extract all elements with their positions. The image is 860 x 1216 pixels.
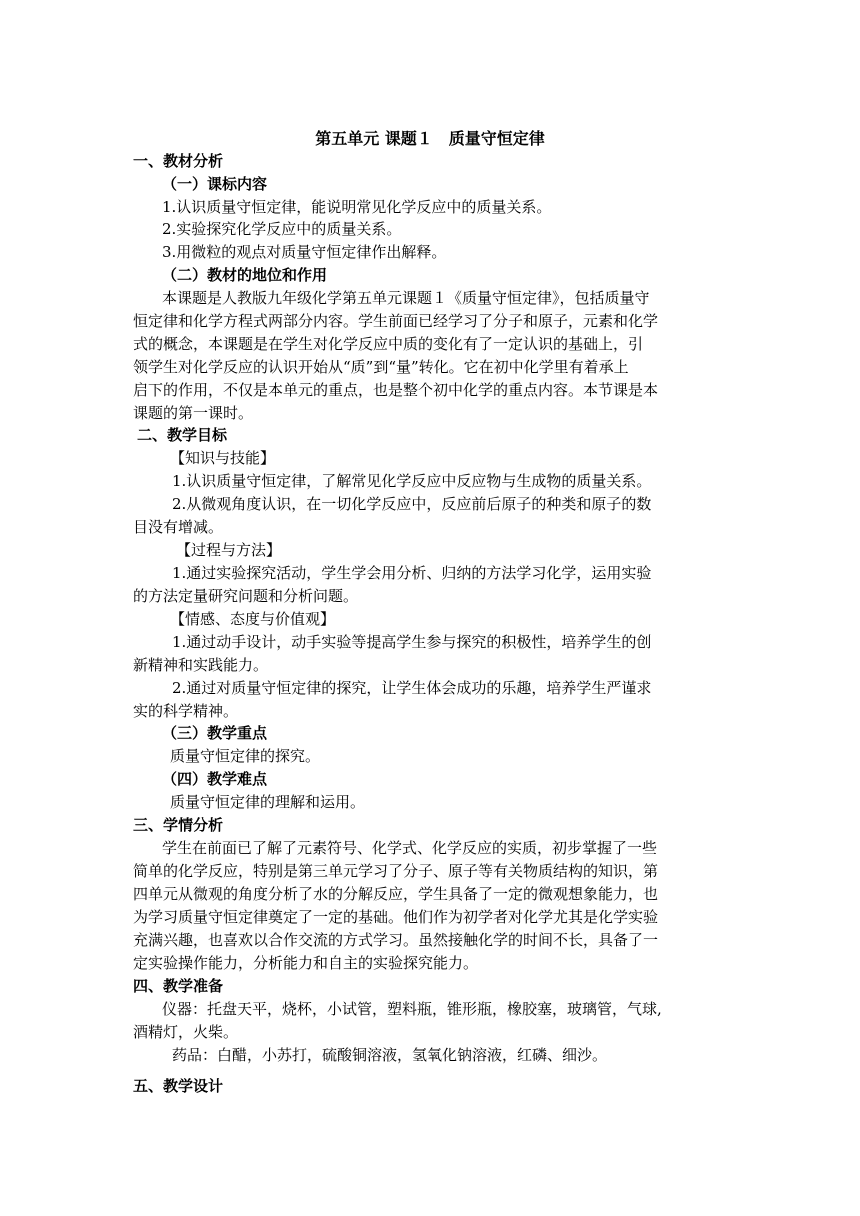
emotion-heading: 【情感、态度与价值观】 [170, 610, 336, 628]
section-1-heading: 一、教材分析 [133, 152, 224, 170]
curriculum-item: 2.实验探究化学反应中的质量关系。 [162, 220, 402, 238]
paragraph-line: 课题的第一课时。 [133, 404, 254, 422]
paragraph-line: 定实验操作能力，分析能力和自主的实验探究能力。 [133, 954, 479, 972]
objective-line: 2.从微观角度认识，在一切化学反应中，反应前后原子的种类和原子的数 [172, 495, 652, 513]
subsection-role-heading: （二）教材的地位和作用 [162, 266, 328, 284]
paragraph-line: 学生在前面已了解了元素符号、化学式、化学反应的实质，初步掌握了一些 [162, 839, 658, 857]
paragraph-line: 式的概念，本课题是在学生对化学反应中质的变化有了一定认识的基础上，引 [133, 335, 644, 353]
document-title: 第五单元 课题１ 质量守恒定律 [315, 129, 545, 148]
paragraph-line: 四单元从微观的角度分析了水的分解反应，学生具备了一定的微观想象能力，也 [133, 885, 659, 903]
instruments-line: 酒精灯，火柴。 [133, 1023, 239, 1041]
paragraph-line: 为学习质量守恒定律奠定了一定的基础。他们作为初学者对化学尤其是化学实验 [133, 908, 659, 926]
paragraph-line: 本课题是人教版九年级化学第五单元课题１《质量守恒定律》，包括质量守 [162, 289, 650, 307]
curriculum-item: 1.认识质量守恒定律，能说明常见化学反应中的质量关系。 [162, 198, 552, 216]
instruments-line: 仪器：托盘天平，烧杯，小试管，塑料瓶，锥形瓶，橡胶塞，玻璃管，气球, [162, 1000, 662, 1018]
paragraph-line: 简单的化学反应，特别是第三单元学习了分子、原子等有关物质结构的知识，第 [133, 862, 659, 880]
objective-line: 新精神和实践能力。 [133, 656, 269, 674]
objective-line: 2.通过对质量守恒定律的探究，让学生体会成功的乐趣，培养学生严谨求 [172, 679, 652, 697]
section-2-heading: 二、教学目标 [137, 426, 228, 444]
objective-line: 1.通过动手设计，动手实验等提高学生参与探究的积极性，培养学生的创 [172, 633, 652, 651]
section-4-heading: 四、教学准备 [133, 977, 224, 995]
knowledge-heading: 【知识与技能】 [170, 449, 276, 467]
paragraph-line: 启下的作用，不仅是本单元的重点，也是整个初中化学的重点内容。本节课是本 [133, 381, 659, 399]
key-point-text: 质量守恒定律的探究。 [170, 747, 321, 765]
key-point-heading: （三）教学重点 [162, 724, 268, 742]
section-5-heading: 五、教学设计 [133, 1077, 224, 1095]
reagents-line: 药品：白醋，小苏打，硫酸铜溶液，氢氧化钠溶液，红磷、细沙。 [172, 1046, 608, 1064]
subsection-curriculum-heading: （一）课标内容 [162, 175, 268, 193]
paragraph-line: 充满兴趣，也喜欢以合作交流的方式学习。虽然接触化学的时间不长，具备了一 [133, 931, 659, 949]
section-3-heading: 三、学情分析 [133, 816, 224, 834]
objective-line: 1.通过实验探究活动，学生学会用分析、归纳的方法学习化学，运用实验 [172, 564, 652, 582]
process-heading: 【过程与方法】 [176, 541, 282, 559]
difficulty-text: 质量守恒定律的理解和运用。 [170, 793, 366, 811]
paragraph-line: 领学生对化学反应的认识开始从“质”到“量”转化。它在初中化学里有着承上 [133, 358, 629, 376]
paragraph-line: 恒定律和化学方程式两部分内容。学生前面已经学习了分子和原子，元素和化学 [133, 312, 659, 330]
difficulty-heading: （四）教学难点 [162, 770, 268, 788]
objective-line: 1.认识质量守恒定律，了解常见化学反应中反应物与生成物的质量关系。 [172, 472, 652, 490]
objective-line: 的方法定量研究问题和分析问题。 [133, 587, 359, 605]
curriculum-item: 3.用微粒的观点对质量守恒定律作出解释。 [162, 243, 447, 261]
objective-line: 目没有增减。 [133, 518, 224, 536]
objective-line: 实的科学精神。 [133, 702, 239, 720]
